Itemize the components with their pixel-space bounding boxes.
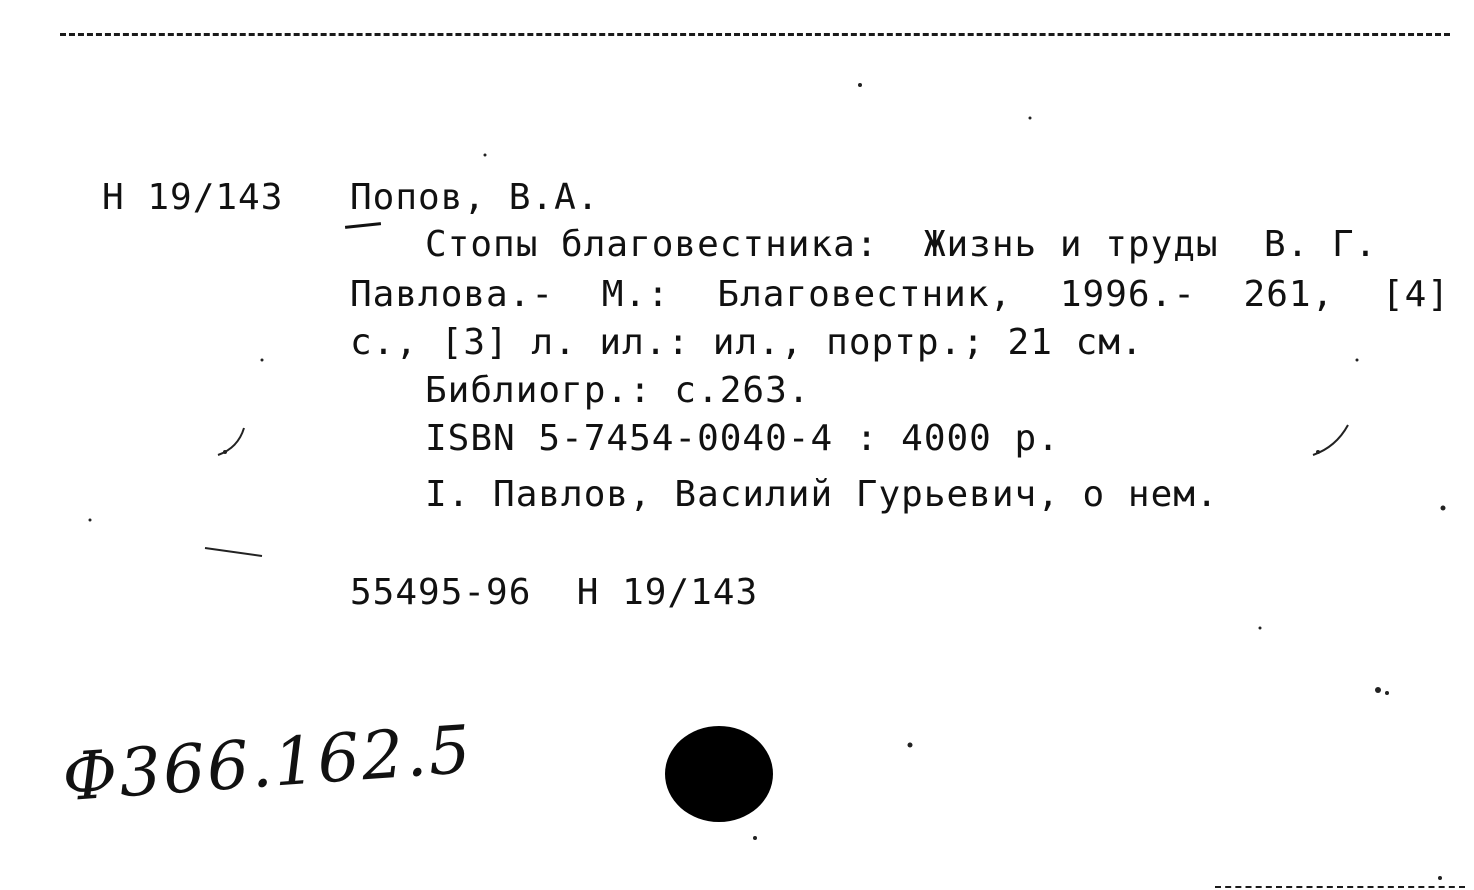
physical-description-line: с., [3] л. ил.: ил., портр.; 21 см. bbox=[350, 322, 1144, 363]
publication-part: Благовестник, bbox=[717, 274, 1013, 315]
publication-part: 261, bbox=[1243, 274, 1335, 315]
accession-number: 55495-96 Н 19/143 bbox=[350, 572, 759, 613]
title-line: Стопы благовестника: Жизнь и труды В. Г. bbox=[425, 224, 1378, 265]
subject-heading: I. Павлов, Василий Гурьевич, о нем. bbox=[425, 474, 1219, 515]
publication-part: [4] bbox=[1381, 274, 1450, 315]
handwritten-classification: Ф366.162.5 bbox=[59, 710, 475, 817]
publication-part: Павлова.- bbox=[350, 274, 555, 315]
shelf-mark: Н 19/143 bbox=[102, 177, 284, 218]
bottom-dashed-rule bbox=[1215, 886, 1465, 888]
author-heading: Попов, В.А. bbox=[350, 177, 600, 218]
publication-part: М.: bbox=[601, 274, 670, 315]
publication-part: 1996.- bbox=[1059, 274, 1196, 315]
bibliography-note: Библиогр.: с.263. bbox=[425, 370, 811, 411]
isbn-price-line: ISBN 5-7454-0040-4 : 4000 р. bbox=[425, 418, 1060, 459]
